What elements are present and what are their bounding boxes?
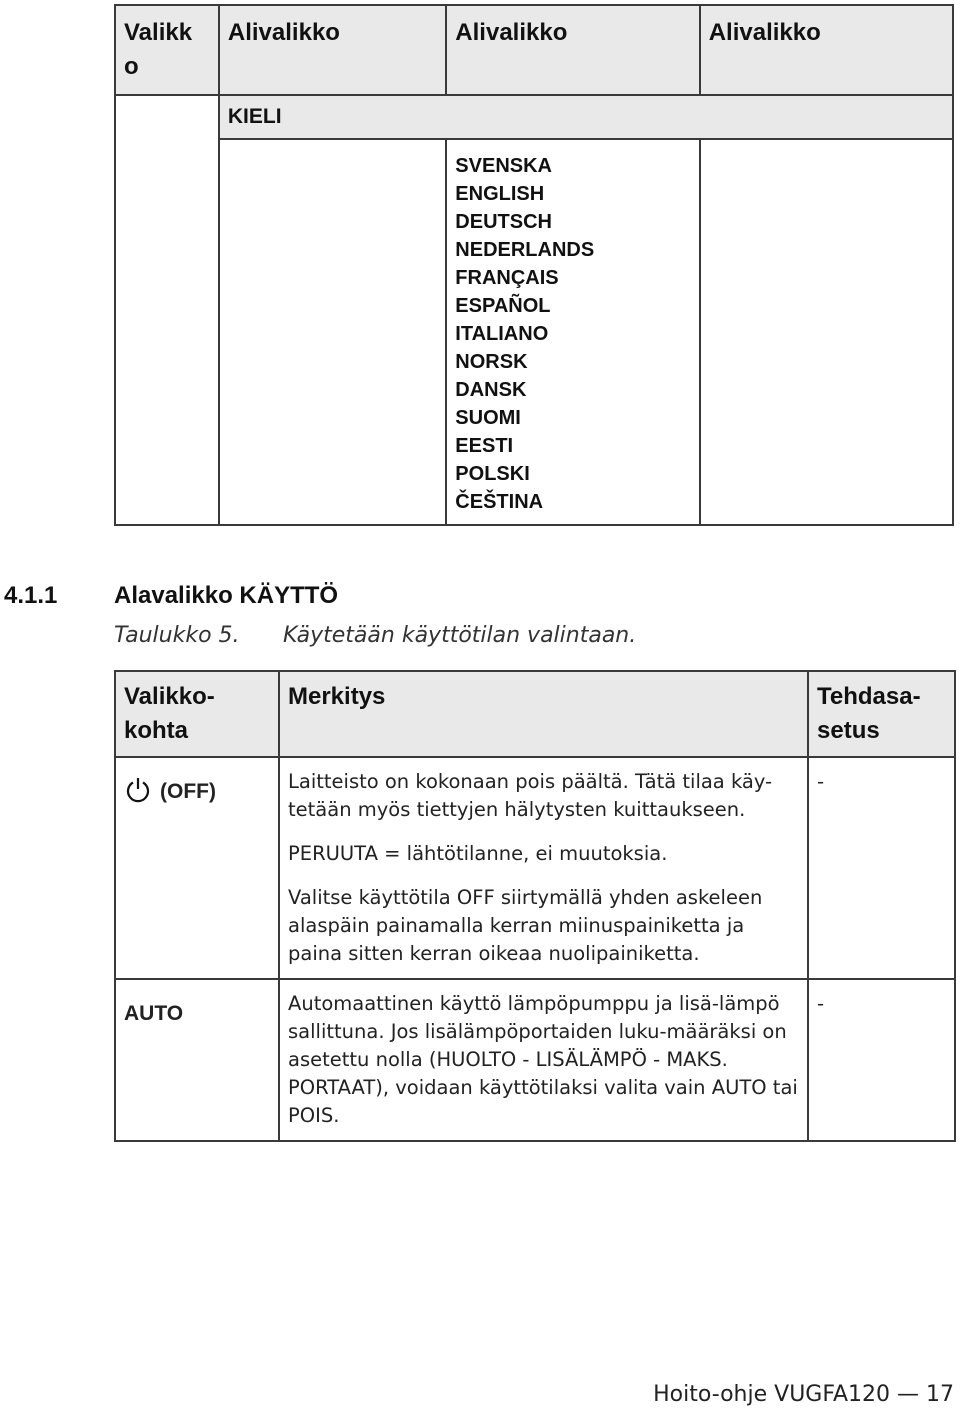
row-off-label: (OFF) <box>160 780 216 803</box>
empty-submenu-cell <box>700 139 953 525</box>
row-auto-default: - <box>808 979 955 1141</box>
language-item: NEDERLANDS <box>455 239 595 261</box>
language-menu-table <box>114 4 954 526</box>
language-item: DEUTSCH <box>455 211 552 233</box>
language-item: ITALIANO <box>455 323 549 345</box>
row-off-item <box>115 757 279 979</box>
language-item: ENGLISH <box>455 183 545 205</box>
meaning-paragraph: Automaattinen käyttö lämpöpumppu ja lisä-lämpö sallittuna. Jos lisälämpöportaiden luku-määräksi on asetettu nolla (HUOLTO - LISÄLÄMPÖ - MAKS. PORTAAT), voidaan käyttötilaksi valita vain AUTO tai POIS. <box>288 992 798 1127</box>
language-item: ESPAÑOL <box>455 295 551 317</box>
language-list <box>446 139 699 525</box>
empty-submenu-cell <box>219 139 446 525</box>
section-title: Alavalikko KÄYTTÖ <box>114 582 339 609</box>
language-item: ČEŠTINA <box>455 491 544 513</box>
language-item: POLSKI <box>455 463 530 485</box>
operating-mode-table <box>114 670 956 1142</box>
header-alivalikko-1: Alivalikko <box>219 5 446 95</box>
row-off-default: - <box>808 757 955 979</box>
table-caption-number: Taulukko 5. <box>114 623 240 648</box>
language-item: NORSK <box>455 351 528 373</box>
row-off-meaning <box>279 757 808 979</box>
section-number: 4.1.1 <box>4 582 58 609</box>
meaning-paragraph: PERUUTA = lähtötilanne, ei muutoksia. <box>288 842 668 865</box>
meaning-paragraph: Laitteisto on kokonaan pois päältä. Tätä tilaa käy-tetään myös tiettyjen hälytysten kuittaukseen. <box>288 770 773 821</box>
empty-menu-cell <box>115 95 219 525</box>
language-item: SVENSKA <box>455 155 552 177</box>
language-item: FRANÇAIS <box>455 267 559 289</box>
language-item: SUOMI <box>455 407 521 429</box>
header-default: Tehdasa-setus <box>808 671 955 757</box>
table-caption-text: Käytetään käyttötilan valintaan. <box>283 623 637 648</box>
power-icon <box>124 776 152 804</box>
header-valikko: Valikk o <box>115 5 219 95</box>
row-auto-item: AUTO <box>115 979 279 1141</box>
meaning-paragraph: Valitse käyttötila OFF siirtymällä yhden askeleen alaspäin painamalla kerran miinuspainiketta ja paina sitten kerran oikeaa nuolipainiketta. <box>288 886 763 965</box>
submenu-kieli: KIELI <box>219 95 953 139</box>
header-alivalikko-3: Alivalikko <box>700 5 953 95</box>
header-alivalikko-2: Alivalikko <box>446 5 699 95</box>
row-auto-meaning <box>279 979 808 1141</box>
language-item: EESTI <box>455 435 514 457</box>
header-meaning: Merkitys <box>279 671 808 757</box>
header-item: Valikko-kohta <box>115 671 279 757</box>
page-footer: Hoito-ohje VUGFA120 — 17 <box>653 1382 954 1407</box>
language-item: DANSK <box>455 379 527 401</box>
